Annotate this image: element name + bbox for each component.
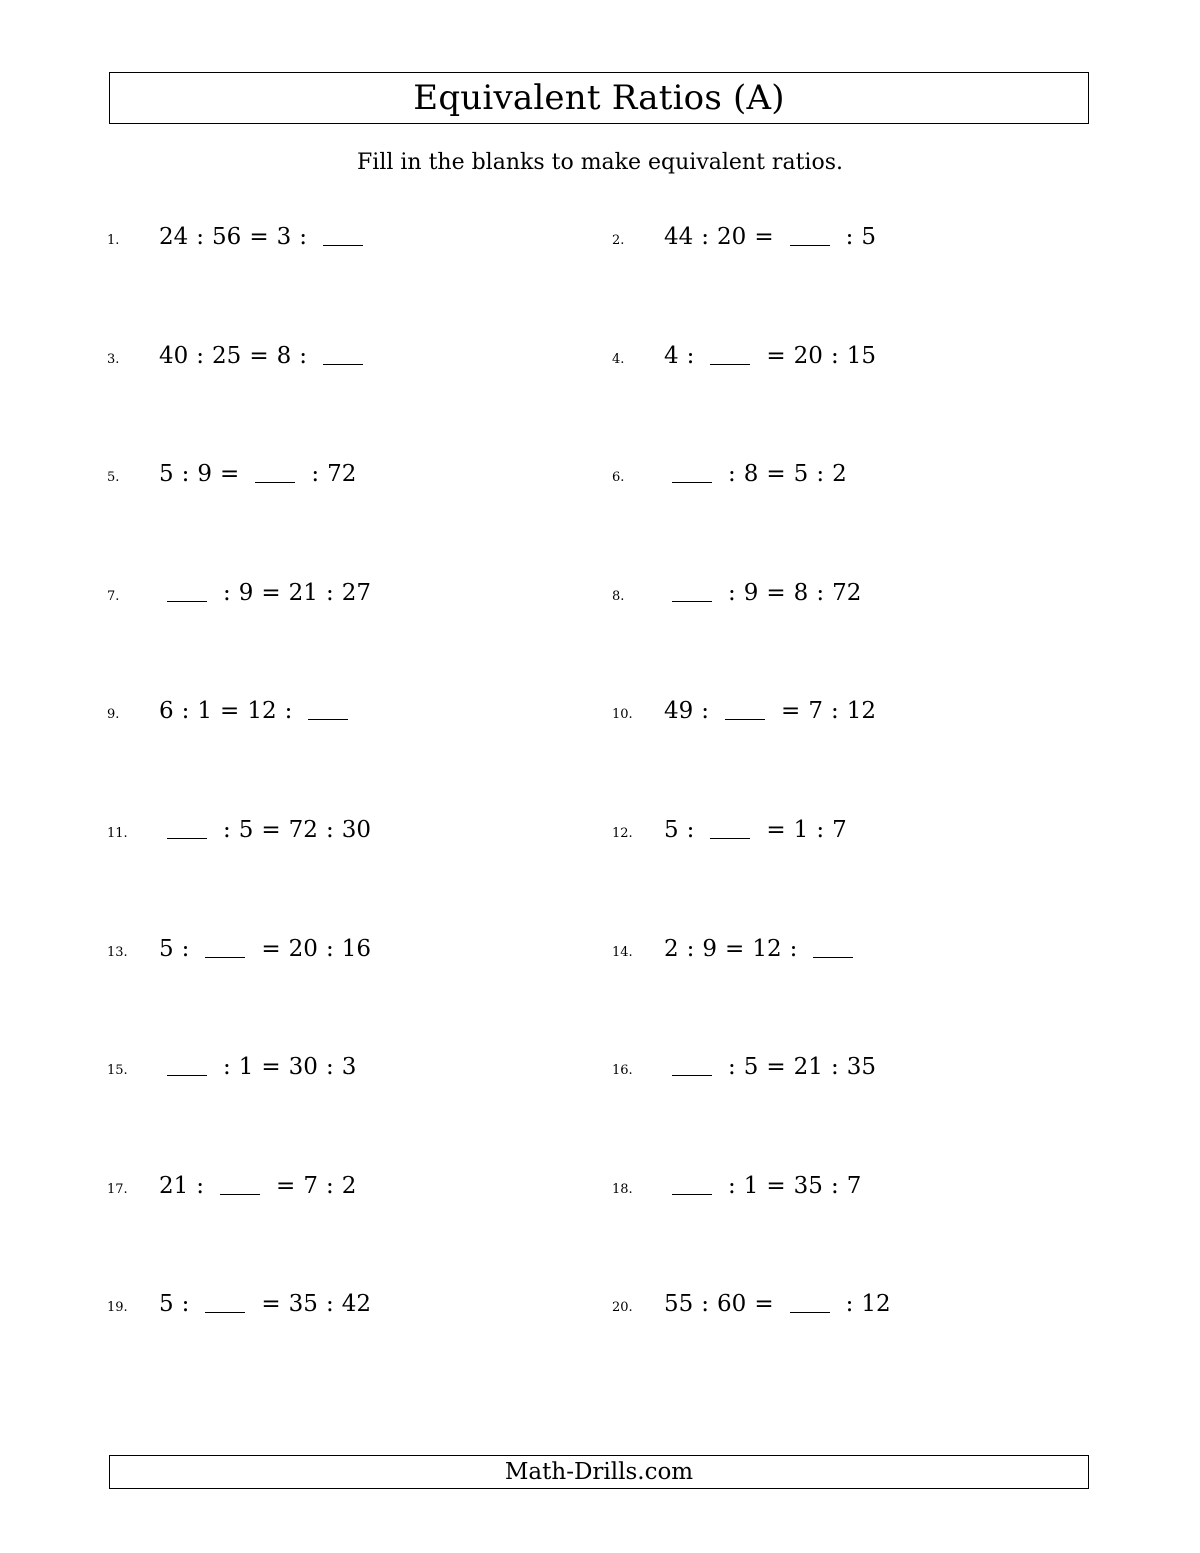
ratio-term: 35 <box>793 1173 823 1199</box>
ratio-colon: : <box>325 817 334 843</box>
ratio-term: 20 <box>793 343 823 369</box>
ratio-colon: : <box>223 1054 231 1080</box>
answer-blank[interactable] <box>672 1075 712 1077</box>
ratio-colon: : <box>181 936 190 962</box>
ratio-colon: : <box>686 343 695 369</box>
problem-number: 15. <box>107 1063 128 1078</box>
equals-sign: = <box>249 224 269 250</box>
ratio-term: 1 <box>238 1054 254 1080</box>
ratio-term: 2 <box>341 1173 357 1199</box>
ratio-equation <box>159 217 371 257</box>
answer-blank[interactable] <box>167 838 207 840</box>
problem-item <box>107 1284 371 1324</box>
problem-item <box>107 454 356 494</box>
ratio-colon: : <box>686 817 695 843</box>
ratio-colon: : <box>686 936 695 962</box>
ratio-term: 25 <box>212 343 242 369</box>
ratio-colon: : <box>325 1054 334 1080</box>
ratio-term: 5 <box>159 1291 174 1317</box>
equals-sign: = <box>766 580 786 606</box>
problem-item <box>107 929 371 969</box>
equals-sign: = <box>754 1291 774 1317</box>
ratio-equation <box>159 1047 356 1087</box>
ratio-equation <box>664 573 861 613</box>
answer-blank[interactable] <box>167 1075 207 1077</box>
equals-sign: = <box>261 817 281 843</box>
equals-sign: = <box>220 698 240 724</box>
ratio-term: 9 <box>702 936 718 962</box>
problem-item <box>107 336 371 376</box>
ratio-term: 49 <box>664 698 694 724</box>
ratio-term: 20 <box>717 224 747 250</box>
ratio-colon: : <box>325 1173 334 1199</box>
ratio-term: 5 <box>664 817 679 843</box>
problem-item <box>612 691 876 731</box>
ratio-colon: : <box>181 1291 190 1317</box>
ratio-equation <box>159 810 371 850</box>
ratio-term: 55 <box>664 1291 694 1317</box>
ratio-term: 27 <box>341 580 371 606</box>
ratio-term: 35 <box>288 1291 318 1317</box>
answer-blank[interactable] <box>205 1312 245 1314</box>
ratio-colon: : <box>816 817 825 843</box>
problem-number: 9. <box>107 707 120 722</box>
ratio-term: 21 <box>159 1173 189 1199</box>
ratio-equation <box>664 691 876 731</box>
ratio-colon: : <box>223 580 231 606</box>
ratio-term: 5 <box>159 461 174 487</box>
problem-number: 11. <box>107 826 128 841</box>
problem-number: 20. <box>612 1300 633 1315</box>
ratio-equation <box>159 1284 371 1324</box>
problem-item <box>107 691 356 731</box>
ratio-equation <box>664 1166 861 1206</box>
problem-item <box>107 217 371 257</box>
ratio-term: 20 <box>288 936 318 962</box>
ratio-term: 3 <box>341 1054 357 1080</box>
ratio-colon: : <box>325 936 334 962</box>
ratio-term: 1 <box>743 1173 759 1199</box>
ratio-term: 8 <box>793 580 809 606</box>
ratio-colon: : <box>325 1291 334 1317</box>
problem-number: 5. <box>107 470 120 485</box>
ratio-term: 12 <box>752 936 782 962</box>
ratio-term: 7 <box>303 1173 318 1199</box>
ratio-term: 21 <box>793 1054 823 1080</box>
equals-sign: = <box>754 224 774 250</box>
ratio-term: 2 <box>832 461 847 487</box>
footer-box <box>109 1455 1089 1489</box>
ratio-equation <box>159 573 371 613</box>
problem-number: 1. <box>107 233 120 248</box>
ratio-equation <box>664 1047 876 1087</box>
ratio-term: 8 <box>743 461 759 487</box>
ratio-term: 5 <box>159 936 174 962</box>
ratio-equation <box>664 810 847 850</box>
answer-blank[interactable] <box>790 245 830 247</box>
ratio-term: 5 <box>238 817 254 843</box>
problem-number: 17. <box>107 1182 128 1197</box>
answer-blank[interactable] <box>672 482 712 484</box>
ratio-colon: : <box>196 1173 205 1199</box>
ratio-equation <box>159 454 356 494</box>
problem-number: 6. <box>612 470 625 485</box>
problem-number: 18. <box>612 1182 633 1197</box>
ratio-term: 72 <box>327 461 357 487</box>
ratio-colon: : <box>728 580 736 606</box>
problem-number: 16. <box>612 1063 633 1078</box>
ratio-term: 15 <box>846 343 876 369</box>
ratio-term: 72 <box>832 580 862 606</box>
answer-blank[interactable] <box>710 364 750 366</box>
problem-number: 14. <box>612 945 633 960</box>
problem-item <box>107 1047 356 1087</box>
equals-sign: = <box>766 1173 786 1199</box>
ratio-equation <box>159 1166 356 1206</box>
problem-item <box>107 573 371 613</box>
problem-number: 3. <box>107 352 120 367</box>
answer-blank[interactable] <box>255 482 295 484</box>
equals-sign: = <box>249 343 269 369</box>
equals-sign: = <box>781 698 801 724</box>
equals-sign: = <box>261 1054 281 1080</box>
footer-site-name: Math-Drills.com <box>504 1458 694 1485</box>
equals-sign: = <box>766 817 786 843</box>
ratio-term: 21 <box>288 580 318 606</box>
problem-number: 7. <box>107 589 120 604</box>
ratio-term: 1 <box>197 698 213 724</box>
problem-number: 2. <box>612 233 625 248</box>
problem-number: 13. <box>107 945 128 960</box>
ratio-colon: : <box>728 461 736 487</box>
ratio-colon: : <box>701 1291 710 1317</box>
ratio-term: 30 <box>341 817 371 843</box>
ratio-term: 12 <box>846 698 876 724</box>
problem-item <box>612 1047 876 1087</box>
ratio-term: 16 <box>341 936 371 962</box>
answer-blank[interactable] <box>308 719 348 721</box>
answer-blank[interactable] <box>710 838 750 840</box>
ratio-colon: : <box>830 698 839 724</box>
problem-number: 10. <box>612 707 633 722</box>
ratio-term: 6 <box>159 698 174 724</box>
ratio-colon: : <box>325 580 334 606</box>
problem-number: 8. <box>612 589 625 604</box>
ratio-term: 4 <box>664 343 679 369</box>
ratio-colon: : <box>830 1173 839 1199</box>
problem-number: 12. <box>612 826 633 841</box>
ratio-term: 9 <box>238 580 254 606</box>
problem-item <box>612 217 876 257</box>
problem-item <box>612 336 876 376</box>
ratio-equation <box>159 336 371 376</box>
ratio-term: 5 <box>861 224 876 250</box>
problem-item <box>612 929 861 969</box>
equals-sign: = <box>725 936 745 962</box>
ratio-term: 5 <box>743 1054 759 1080</box>
worksheet-title: Equivalent Ratios (A) <box>413 78 785 118</box>
ratio-colon: : <box>284 698 293 724</box>
ratio-term: 40 <box>159 343 189 369</box>
worksheet-title-box <box>109 72 1089 124</box>
ratio-term: 56 <box>212 224 242 250</box>
ratio-colon: : <box>830 343 839 369</box>
ratio-colon: : <box>816 580 825 606</box>
ratio-colon: : <box>728 1054 736 1080</box>
problem-item <box>107 810 371 850</box>
ratio-term: 35 <box>846 1054 876 1080</box>
ratio-colon: : <box>830 1054 839 1080</box>
ratio-equation <box>664 929 861 969</box>
ratio-colon: : <box>845 1291 854 1317</box>
ratio-term: 1 <box>793 817 809 843</box>
ratio-term: 24 <box>159 224 189 250</box>
ratio-equation <box>664 217 876 257</box>
equals-sign: = <box>766 461 786 487</box>
answer-blank[interactable] <box>790 1312 830 1314</box>
problem-item <box>107 1166 356 1206</box>
ratio-term: 60 <box>717 1291 747 1317</box>
equals-sign: = <box>766 343 786 369</box>
ratio-term: 72 <box>288 817 318 843</box>
problem-item <box>612 573 861 613</box>
ratio-term: 2 <box>664 936 679 962</box>
ratio-colon: : <box>196 343 205 369</box>
ratio-term: 9 <box>197 461 213 487</box>
ratio-term: 42 <box>341 1291 371 1317</box>
equals-sign: = <box>261 936 281 962</box>
ratio-term: 7 <box>808 698 823 724</box>
equals-sign: = <box>261 580 281 606</box>
answer-blank[interactable] <box>220 1194 260 1196</box>
answer-blank[interactable] <box>672 1194 712 1196</box>
ratio-term: 8 <box>276 343 292 369</box>
ratio-equation <box>664 1284 891 1324</box>
answer-blank[interactable] <box>672 601 712 603</box>
ratio-equation <box>664 336 876 376</box>
answer-blank[interactable] <box>205 957 245 959</box>
problem-item <box>612 1284 891 1324</box>
ratio-term: 7 <box>832 817 847 843</box>
ratio-colon: : <box>196 224 205 250</box>
ratio-equation <box>664 454 847 494</box>
ratio-term: 44 <box>664 224 694 250</box>
equals-sign: = <box>220 461 240 487</box>
ratio-colon: : <box>845 224 854 250</box>
instructions: Fill in the blanks to make equivalent ratios. <box>357 150 843 175</box>
ratio-term: 12 <box>861 1291 891 1317</box>
problem-item <box>612 454 847 494</box>
ratio-equation <box>159 929 371 969</box>
answer-blank[interactable] <box>725 719 765 721</box>
equals-sign: = <box>276 1173 296 1199</box>
ratio-colon: : <box>181 461 190 487</box>
ratio-colon: : <box>181 698 190 724</box>
ratio-colon: : <box>701 698 710 724</box>
ratio-term: 30 <box>288 1054 318 1080</box>
ratio-colon: : <box>728 1173 736 1199</box>
ratio-term: 9 <box>743 580 759 606</box>
ratio-term: 5 <box>793 461 809 487</box>
answer-blank[interactable] <box>813 957 853 959</box>
ratio-equation <box>159 691 356 731</box>
answer-blank[interactable] <box>323 245 363 247</box>
answer-blank[interactable] <box>167 601 207 603</box>
ratio-colon: : <box>701 224 710 250</box>
problem-item <box>612 1166 861 1206</box>
equals-sign: = <box>766 1054 786 1080</box>
ratio-colon: : <box>299 224 307 250</box>
problem-number: 4. <box>612 352 625 367</box>
ratio-term: 7 <box>846 1173 862 1199</box>
ratio-colon: : <box>789 936 798 962</box>
equals-sign: = <box>261 1291 281 1317</box>
ratio-colon: : <box>311 461 320 487</box>
ratio-colon: : <box>816 461 825 487</box>
ratio-term: 3 <box>276 224 292 250</box>
ratio-colon: : <box>299 343 307 369</box>
problem-item <box>612 810 847 850</box>
problem-number: 19. <box>107 1300 128 1315</box>
ratio-colon: : <box>223 817 231 843</box>
ratio-term: 12 <box>247 698 277 724</box>
answer-blank[interactable] <box>323 364 363 366</box>
